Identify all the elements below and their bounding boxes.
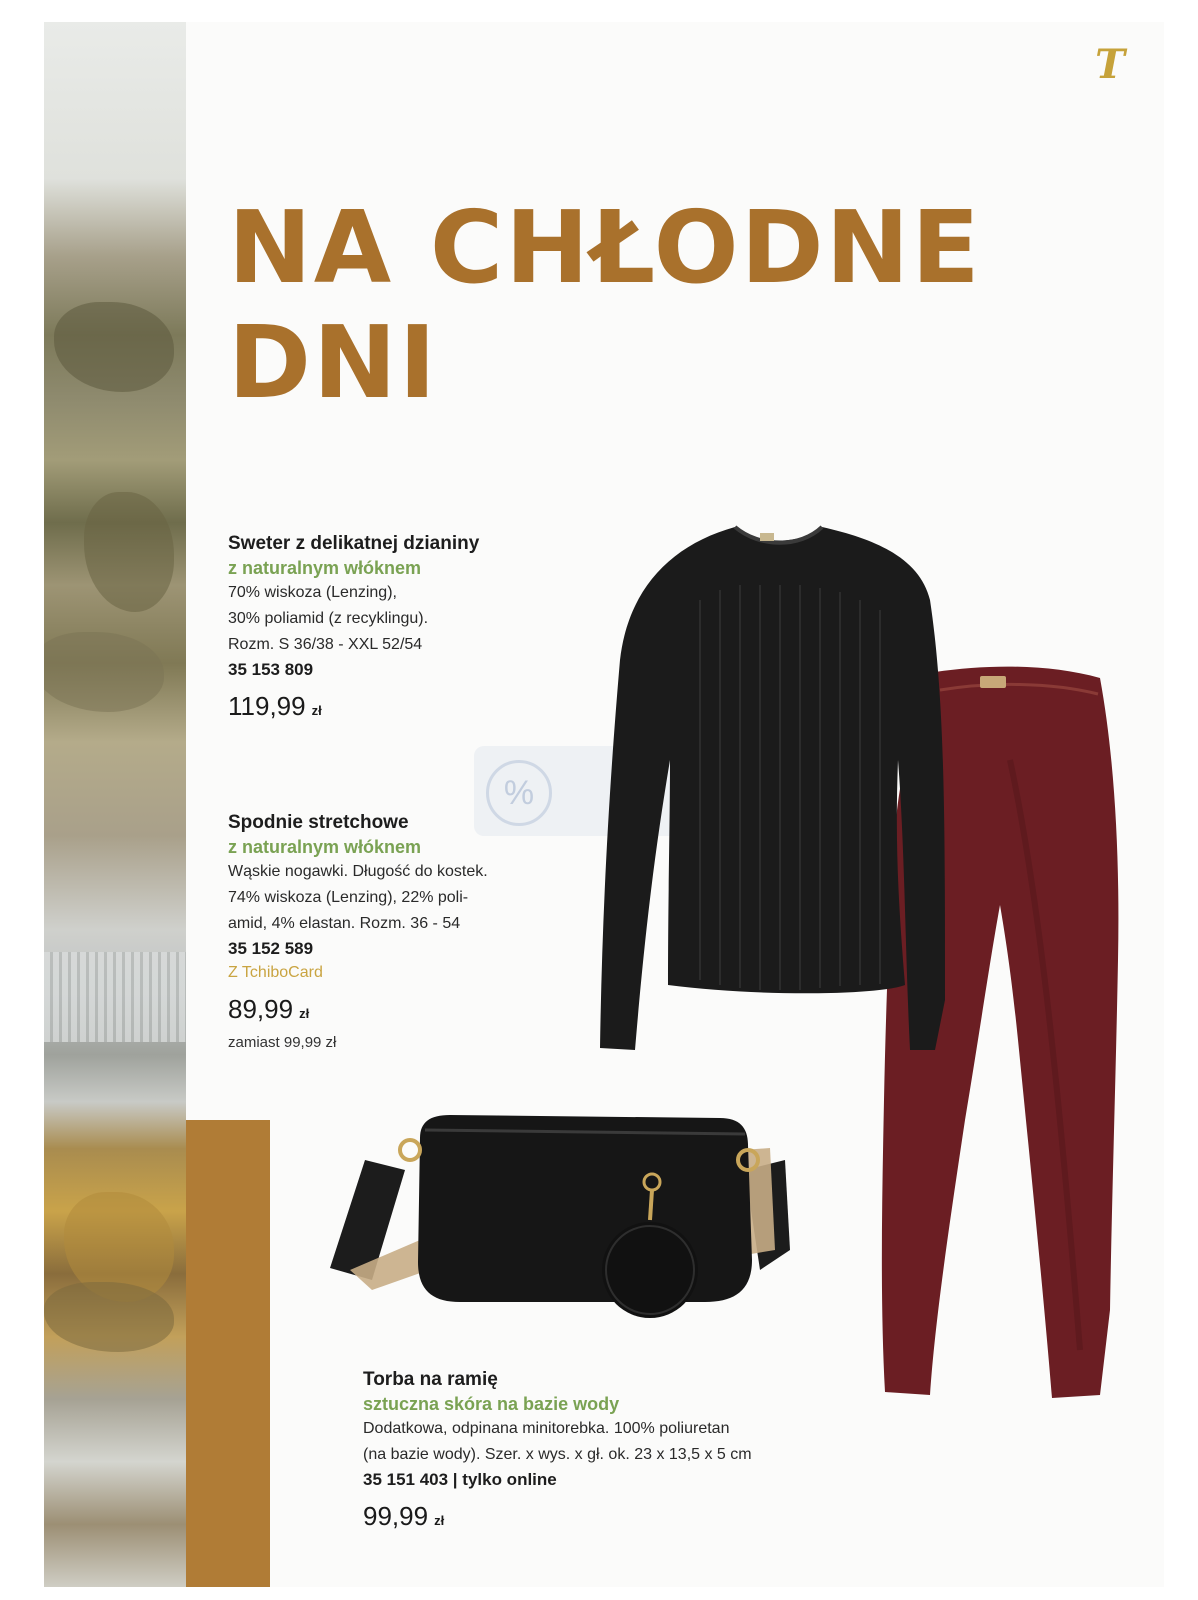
price-currency: zł [434, 1513, 445, 1528]
product-desc-line: 70% wiskoza (Lenzing), [228, 584, 397, 601]
product-subtitle: sztuczna skóra na bazie wody [363, 1394, 620, 1414]
product-sweater [228, 532, 588, 729]
product-price [363, 1498, 883, 1539]
price-currency: zł [311, 703, 322, 718]
price-currency: zł [299, 1006, 310, 1021]
product-code: 35 151 403 | tylko online [363, 1470, 557, 1489]
product-desc-line: amid, 4% elastan. Rozm. 36 - 54 [228, 915, 461, 932]
price-value: 99,99 [363, 1501, 429, 1531]
product-desc-line: 30% poliamid (z recyklingu). [228, 610, 429, 627]
product-subtitle: z naturalnym włóknem [228, 558, 422, 578]
product-price [228, 991, 588, 1032]
product-desc-line: Wąskie nogawki. Długość do kostek. [228, 863, 488, 880]
black-sweater-illustration [600, 527, 945, 1050]
product-code: 35 152 589 [228, 939, 314, 958]
product-code: 35 153 809 [228, 660, 314, 679]
tchibocard-note: Z TchiboCard [228, 964, 323, 981]
tchibo-logo-icon: T [1095, 41, 1125, 88]
product-desc-line: 74% wiskoza (Lenzing), 22% poli- [228, 889, 469, 906]
product-desc-line: (na bazie wody). Szer. x wys. x gł. ok. 23 x 13,5 x 5 cm [363, 1446, 752, 1463]
product-name: Torba na ramię [363, 1369, 498, 1390]
headline-line-2: DNI [228, 304, 438, 421]
product-subtitle: z naturalnym włóknem [228, 837, 422, 857]
headline-line-1: NA CHŁODNE [228, 189, 982, 306]
product-price [228, 688, 588, 729]
product-pants [228, 811, 588, 1054]
percent-icon: % [486, 760, 552, 826]
black-crossbody-bag-illustration [330, 1115, 790, 1318]
product-name: Spodnie stretchowe [228, 812, 409, 833]
product-desc-line: Dodatkowa, odpinana minitorebka. 100% poliuretan [363, 1420, 730, 1437]
product-name: Sweter z delikatnej dzianiny [228, 533, 480, 554]
old-price: zamiast 99,99 zł [228, 1034, 337, 1051]
price-value: 89,99 [228, 994, 294, 1024]
price-value: 119,99 [228, 691, 306, 721]
product-desc-line: Rozm. S 36/38 - XXL 52/54 [228, 636, 423, 653]
product-bag [363, 1368, 883, 1539]
